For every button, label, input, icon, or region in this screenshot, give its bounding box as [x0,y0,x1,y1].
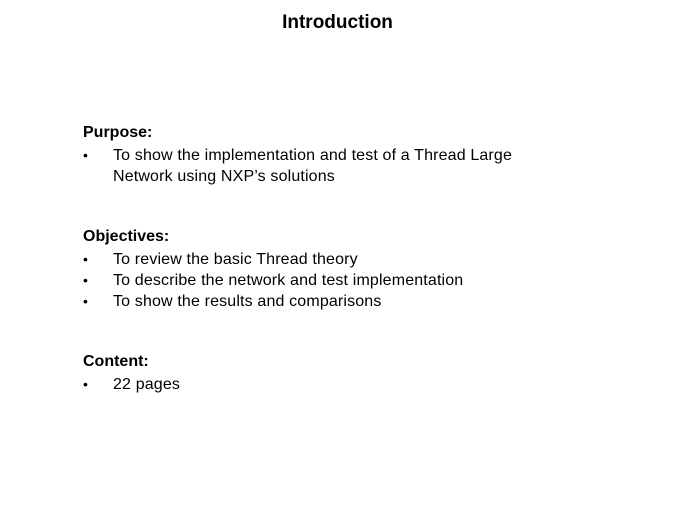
objectives-section [83,228,563,312]
bullet-icon: • [83,293,89,309]
content-heading: Content: [83,353,149,370]
list-item [83,291,563,312]
objective-item-text: To describe the network and test implementation [113,272,464,289]
bullet-icon: • [83,272,89,288]
content-item-text: 22 pages [113,376,181,393]
bullet-icon: • [83,376,89,392]
objectives-list [83,249,563,312]
content-list [83,374,563,395]
content-section [83,353,563,395]
list-item [83,270,563,291]
objectives-heading: Objectives: [83,228,170,245]
list-item [83,145,563,187]
objective-item-text: To review the basic Thread theory [113,251,358,268]
slide-title: Introduction [282,12,393,33]
list-item [83,374,563,395]
bullet-icon: • [83,147,89,163]
purpose-item-text: To show the implementation and test of a Thread Large Network using NXP’s solutions [113,147,513,185]
list-item [83,249,563,270]
purpose-heading: Purpose: [83,124,153,141]
purpose-list [83,145,563,187]
bullet-icon: • [83,251,89,267]
purpose-section [83,124,563,187]
objective-item-text: To show the results and comparisons [113,293,382,310]
